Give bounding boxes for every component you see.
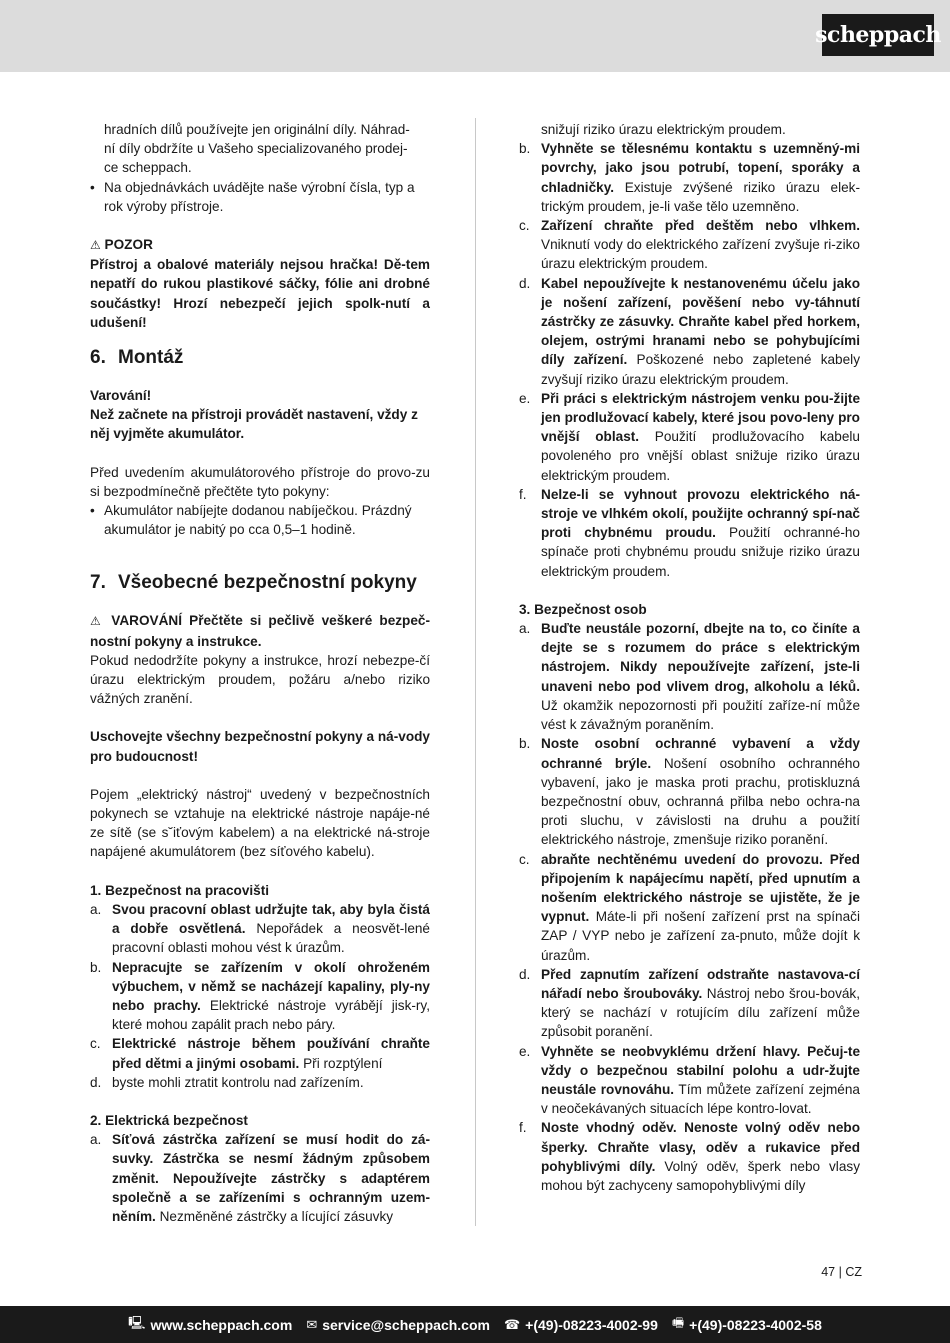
warning-2-text: Pokud nedodržíte pokyny a instrukce, hrozí nebezpe-čí úrazu elektrickým proudem, požáru a/nebo riziko vážných zranění. (90, 652, 430, 707)
column-divider (475, 118, 476, 1226)
footer-web[interactable]: 🖳 www.scheppach.com (128, 1314, 292, 1336)
list-item: d. byste mohli ztratit kontrolu nad zařízením. (90, 1074, 364, 1090)
list-item: a. Buďte neustále pozorní, dbejte na to, co činíte a dejte se s rozumem do práce s elektrickým nástrojem. Nikdy nepoužívejte zařízení, jste-li unaveni nebo pod vlivem drog, alkoholu a léků. Už okamžik nepozornosti při použití zaříze-ní může vést k závažným poraněním. (519, 621, 860, 733)
list-item: b. Vyhněte se tělesnému kontaktu s uzemněný-mi povrchy, jako jsou potrubí, topení, sporáky a chladničky. Existuje zvýšené riziko úrazu elek-trickým proudem, je-li vaše tělo uzemněno. (519, 141, 860, 214)
warning-triangle-icon: ⚠ (90, 614, 105, 629)
footer-phone: ☎ +(49)-08223-4002-99 (503, 1316, 658, 1333)
warning-triangle-icon: ⚠ (90, 238, 101, 253)
page-number: 47 | CZ (821, 1265, 862, 1279)
personal-safety-list (519, 619, 860, 1195)
list-item: e. Vyhněte se neobvyklému držení hlavy. Pečuj-te vždy o bezpečnou stabilní polohu a udr-žujte neustále rovnováhu. Tím můžete zařízení zejména v neočekávaných situacích lépe kontro-lovat. (519, 1043, 860, 1117)
warning-text: Než začnete na přístroji provádět nastavení, vždy z něj vyjměte akumulátor. (90, 407, 418, 442)
list-item: c. Zařízení chraňte před deštěm nebo vlhkem. Vniknutí vody do elektrického zařízení zvyšuje ri-ziko úrazu elektrickým proudem. (519, 218, 860, 272)
subsection-3-title: 3. Bezpečnost osob (519, 601, 647, 617)
workplace-safety-list (90, 900, 430, 1092)
caution-text: Přístroj a obalové materiály nejsou hračka! Dě-tem nepatří do rukou plastikové sáčky, fólie ani drobné součástky! Hrozí nebezpečí jejich spolk-nutí a udušení! (90, 257, 430, 330)
charge-bullet: • Akumulátor nabíjejte dodanou nabíječkou. Prázdný akumulátor je nabitý po cca 0,5–1 hodině. (90, 501, 430, 539)
phone-icon: ☎ (503, 1316, 521, 1332)
warning-2-heading: ⚠ VAROVÁNÍ Přečtěte si pečlivě veškeré bezpeč-nostní pokyny a instrukce. (90, 613, 431, 649)
left-column (90, 120, 430, 1226)
bullet-icon: • (90, 503, 95, 519)
fax-icon: 🖷 (671, 1314, 685, 1330)
electrical-safety-list (519, 139, 860, 581)
intro-line: ce scheppach. (104, 160, 192, 176)
intro-line: hradních dílů používejte jen originální díly. Náhrad- (104, 122, 410, 137)
list-item: c. abraňte nechtěnému uvedení do provozu. Před připojením k napájecímu napětí, před upnutím a nošením elektrického nástroje se ujistěte, že je vypnut. Máte-li při nošení zařízení prst na spínači ZAP / VYP nebo je zařízení za-pnuto, může dojít k úrazům. (519, 851, 860, 963)
warning-label: Varování! (90, 388, 152, 404)
keep-instructions-text: Uschovejte všechny bezpečnostní pokyny a ná-vody pro budoucnost! (90, 729, 430, 764)
footer-fax: 🖷 +(49)-08223-4002-58 (672, 1314, 822, 1336)
mail-icon: ✉ (306, 1316, 318, 1332)
computer-icon: 🖳 (128, 1314, 146, 1330)
list-item: f. Noste vhodný oděv. Nenoste volný oděv nebo šperky. Chraňte vlasy, oděv a rukavice před pohyblivými díly. Volný oděv, šperk nebo vlasy mohou být zachyceny samopohyblivými díly (519, 1120, 860, 1193)
footer-email[interactable]: ✉ service@scheppach.com (306, 1316, 490, 1333)
intro-line: ní díly obdržíte u Vašeho specializovaného prodej- (104, 141, 408, 157)
list-item: d. Kabel nepoužívejte k nestanovenému účelu jako je nošení zařízení, pověšení nebo vy-táhnutí zástrčky ze zásuvky. Chraňte kabel před horkem, olejem, ostrými hranami nebo se pohybujícími díly zařízení. Poškozené nebo zapletené kabely zvyšují riziko úrazu elektrickým proudem. (519, 275, 860, 387)
list-item: c. Elektrické nástroje během používání chraňte před dětmi a jinými osobami. Při rozptýlení (90, 1036, 430, 1071)
list-item: a. Síťová zástrčka zařízení se musí hodit do zá-suvky. Zástrčka se nesmí žádným způsobem změnit. Nepoužívejte zástrčky s adaptérem společně a se zařízeními s ochranným uzem-něním. Nezměněné zástrčky a lícující zásuvky (90, 1132, 430, 1224)
brand-logo: scheppach (822, 14, 934, 56)
bullet-icon: • (90, 179, 95, 195)
list-item: a. Svou pracovní oblast udržujte tak, aby byla čistá a dobře osvětlená. Nepořádek a neosvět-lené pracovní oblasti mohou vést k úrazům. (90, 901, 430, 956)
list-item: e. Při práci s elektrickým nástrojem venku pou-žijte jen prodlužovací kabely, které jsou povo-leny pro vnější oblast. Použití prodlužovacího kabelu povoleného pro vnější oblast snižuje riziko úrazu elektrickým proudem. (519, 390, 860, 483)
subsection-1-title: 1. Bezpečnost na pracovišti (90, 882, 270, 898)
list-item: b. Noste osobní ochranné vybavení a vždy ochranné brýle. Nošení osobního ochranného vybavení, jako je maska proti prachu, protiskluzná bezpečnostní obuv, ochranná přilba nebo ochra-na proti sluchu, v závislosti na druhu a použití elektrického nástroje, zmenšuje riziko poranění. (519, 736, 860, 848)
spare-parts-continuation (90, 120, 430, 178)
subsection-2-title: 2. Elektrická bezpečnost (90, 1112, 248, 1128)
list-item: b. Nepracujte se zařízením v okolí ohroženém výbuchem, v němž se nacházejí kapaliny, ply-ny nebo prachy. Elektrické nástroje vyrábějí jisk-ry, které mohou zapálit prach nebo páry. (90, 959, 430, 1033)
caution-heading: ⚠ POZOR (90, 237, 153, 253)
section-6-heading: 6. Montáž (90, 347, 184, 369)
continuation-text: snižují riziko úrazu elektrickým proudem. (541, 122, 786, 137)
right-column (519, 120, 860, 1195)
order-bullet: • Na objednávkách uvádějte naše výrobní čísla, typ a rok výroby přístroje. (90, 178, 430, 216)
section-7-heading: 7. Všeobecné bezpečnostní pokyny (90, 572, 417, 594)
page-header (0, 0, 950, 72)
list-item: d. Před zapnutím zařízení odstraňte nastavova-cí nářadí nebo šroubováky. Nástroj nebo šrou-bovák, který se nachází v rotujícím dílu zařízení může způsobit poranění. (519, 966, 860, 1040)
before-use-text: Před uvedením akumulátorového přístroje do provo-zu si bezpodmínečně přečtěte tyto pokyny: (90, 464, 430, 499)
list-item: f. Nelze-li se vyhnout provozu elektrického ná-stroje ve vlhkém okolí, použijte ochranný spí-nač proti chybnému proudu. Použití ochranné-ho spínače proti chybnému proudu snižuje riziko úrazu elektrickým proudem. (519, 486, 860, 579)
page-footer (0, 1306, 950, 1343)
term-definition-text: Pojem „elektrický nástroj“ uvedený v bezpečnostních pokynech se vztahuje na elektrické nástroje napáje-né ze sítě (se s˘iťovým kabelem) a na elektrické ná-stroje napájené akumulátorem (bez síťového kabelu). (90, 786, 430, 860)
